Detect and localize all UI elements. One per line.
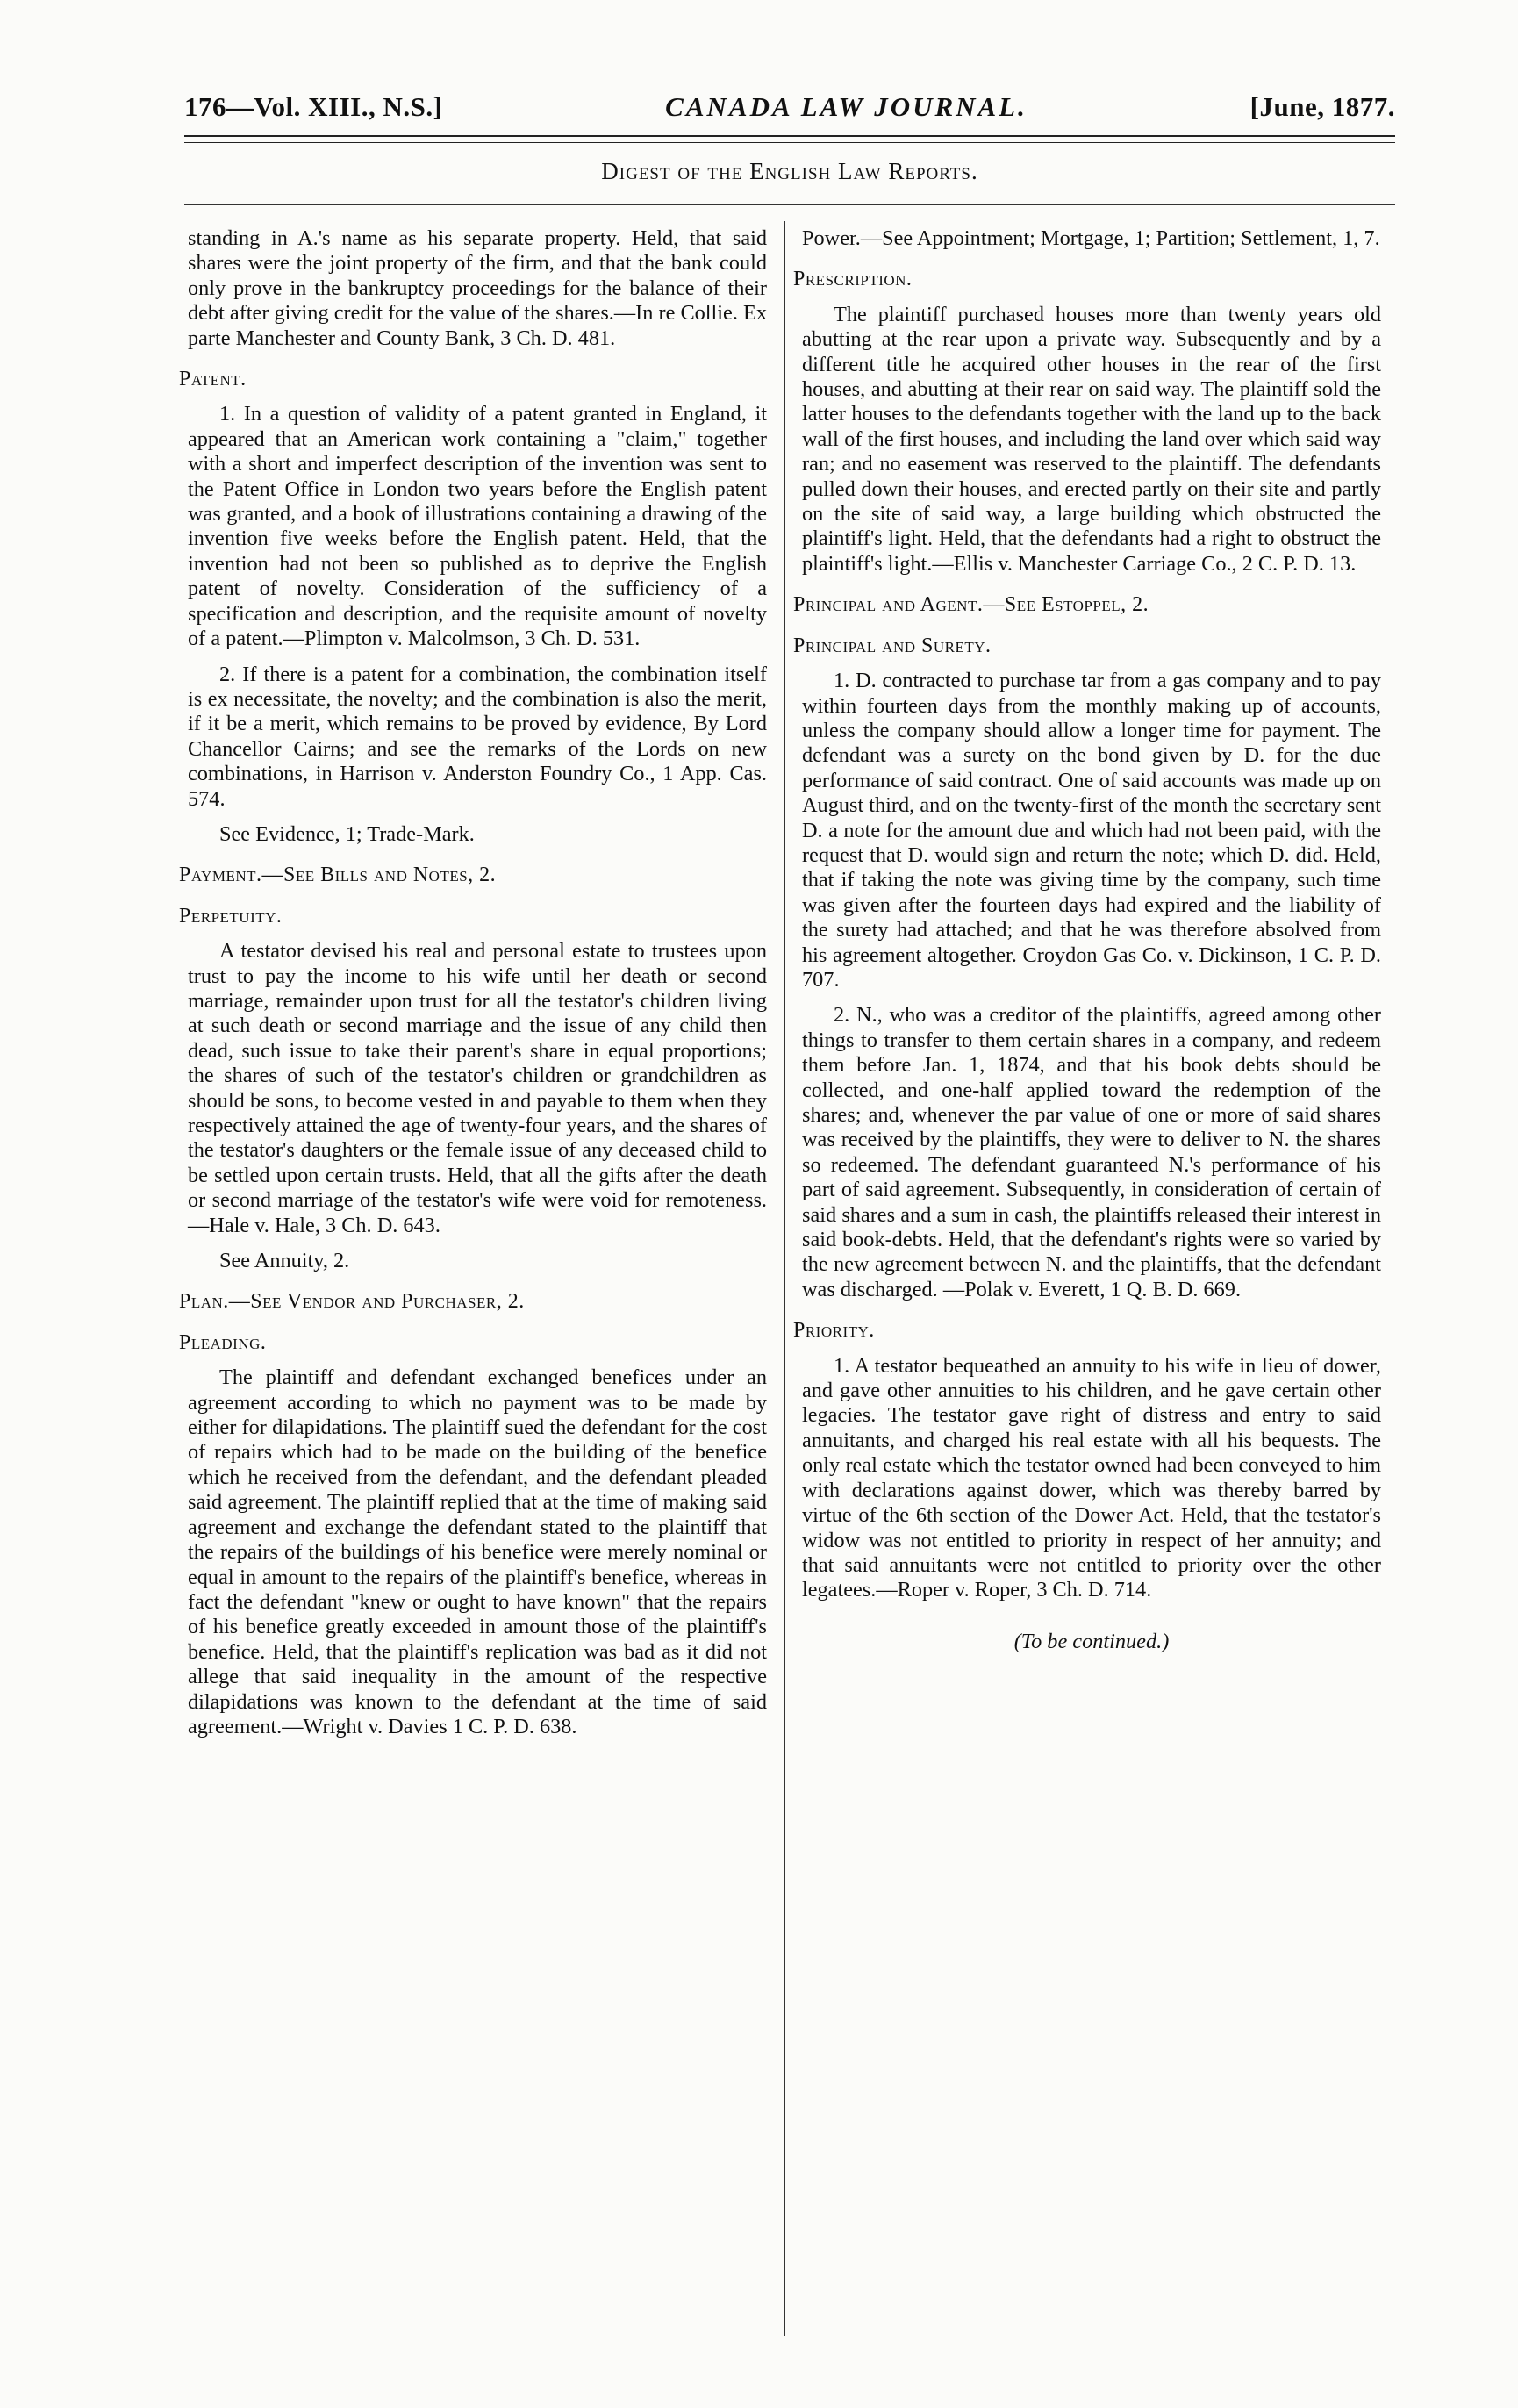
running-header xyxy=(184,91,1395,123)
digest-entry: See Annuity, 2. xyxy=(219,1249,350,1273)
digest-heading: Patent. xyxy=(179,368,247,391)
digest-heading: Plan.—See Vendor and Purchaser, 2. xyxy=(179,1290,525,1314)
digest-entry: The plaintiff and defendant exchanged benefices under an agreement according to which no payment was to be made by either for dilapidations. The plaintiff sued the defendant for the cost of repairs which had to be made on the building of the benefice which he received from the defendant, and the defendant pleaded said agreement. The plaintiff replied that at the time of making said agreement and exchange the defendant stated to the plaintiff that the repairs of the buildings of his benefice were merely nominal or equal in amount to the repairs of the plaintiff's benefice, whereas in fact the defendant "knew or ought to have known" that the repairs of his benefice greatly exceeded in amount those of the plaintiff's benefice. Held, that the plaintiff's replication was bad as it did not allege that said inequality in the amount of the respective dilapidations was known to the defendant at the time of said agreement.—Wright v. Davies 1 C. P. D. 638. xyxy=(188,1365,767,1738)
section-title: Digest of the English Law Reports. xyxy=(601,158,978,184)
digest-entry: 1. A testator bequeathed an annuity to his wife in lieu of dower, and gave other annuities to his children, and he gave certain other legacies. The testator gave right of distress and entry to said annuitants, and charged his real estate with all his bequests. The only real estate which the testator owned had been conveyed to him with declarations against dower, which was thereby barred by virtue of the 6th section of the Dower Act. Held, that the testator's widow was not entitled to priority in respect of her annuity; and that said annuitants were not entitled to priority over the other legatees.—Roper v. Roper, 3 Ch. D. 714. xyxy=(802,1353,1381,1602)
left-column xyxy=(179,226,767,1750)
header-volume: 176—Vol. XIII., N.S.] xyxy=(184,91,443,122)
digest-heading: Principal and Surety. xyxy=(793,634,992,657)
digest-heading: Perpetuity. xyxy=(179,904,283,928)
digest-entry: 1. In a question of validity of a patent granted in England, it appeared that an American work containing a "claim," together with a short and imperfect description of the invention was sent to the Patent Office in London two years before the English patent was granted, and a book of illustrations containing a drawing of the invention five weeks before the English patent. Held, that the invention had not been so published as to deprive the English patent of novelty. Consideration of the sufficiency of a specification and description, and the requisite amount of novelty of a patent.—Plimpton v. Malcolmson, 3 Ch. D. 531. xyxy=(188,402,767,651)
digest-entry: 1. D. contracted to purchase tar from a gas company and to pay within fourteen days from the monthly making up of accounts, unless the company should allow a longer time for payment. The defendant was a surety on the bond given by D. for the due performance of said contract. One of said accounts was made up on August third, and on the twenty-first of the month the secretary sent D. a note for the amount due and which had not been paid, with the request that D. would sign and return the note; which D. did. Held, that if taking the note was giving time by the company, such time was given after the fourteen days had expired and the liability of the surety had attached; and that he was therefore absolved from his agreement altogether. Croydon Gas Co. v. Dickinson, 1 C. P. D. 707. xyxy=(802,669,1381,992)
digest-entry: A testator devised his real and personal estate to trustees upon trust to pay the income to his wife until her death or second marriage, remainder upon trust for all the testator's children living at such death or second marriage and the issue of any child then dead, such issue to take their parent's share in equal proportions; the shares of such of the testator's children or grandchildren as should be sons, to become vested in and payable to them when they respectively attained the age of twenty-four years, and the shares of the testator's daughters or the female issue of any deceased child to be settled upon certain trusts. Held, that all the gifts after the death or second marriage of the testator's wife were void for remoteness.—Hale v. Hale, 3 Ch. D. 643. xyxy=(188,939,767,1237)
digest-heading: Priority. xyxy=(793,1319,875,1343)
digest-heading: Prescription. xyxy=(793,268,913,291)
digest-entry: standing in A.'s name as his separate property. Held, that said shares were the joint property of the firm, and that the bank could only prove in the bankruptcy proceedings for the balance of their debt after giving credit for the value of the shares.—In re Collie. Ex parte Manchester and County Bank, 3 Ch. D. 481. xyxy=(188,226,767,350)
digest-entry: See Evidence, 1; Trade-Mark. xyxy=(219,821,475,846)
header-date: [June, 1877. xyxy=(1249,91,1395,122)
digest-entry: 2. If there is a patent for a combination, the combination itself is ex necessitate, the novelty; and the combination is also the merit, if it be a merit, which remains to be proved by evidence, By Lord Chancellor Cairns; and see the remarks of the Lords on new combinations, in Harrison v. Anderston Foundry Co., 1 App. Cas. 574. xyxy=(188,662,767,811)
digest-entry: 2. N., who was a creditor of the plaintiffs, agreed among other things to transfer to them certain shares in a company, and redeem them before Jan. 1, 1874, and that his book debts should be collected, and one-half applied toward the redemption of the shares; and, whenever the par value of one or more of said shares was received by the plaintiffs, they were to deliver to N. the shares so redeemed. The defendant guaranteed N.'s performance of his part of said agreement. Subsequently, in consideration of certain of said shares and a sum in cash, the plaintiffs released their interest in said book-debts. Held, that the defendant's rights were so varied by the new agreement between N. and the plaintiffs, that the defendant was discharged. —Polak v. Everett, 1 Q. B. D. 669. xyxy=(802,1003,1381,1301)
digest-heading: Principal and Agent.—See Estoppel, 2. xyxy=(793,593,1149,617)
digest-entry: The plaintiff purchased houses more than twenty years old abutting at the rear upon a private way. Subsequently and by a different title he acquired other houses in the rear of the first houses, and abutting at their rear on said way. The plaintiff sold the latter houses to the defendants together with the land up to the back wall of the first houses, and including the land over which said way ran; and no easement was reserved to the plaintiff. The defendants pulled down their houses, and erected partly on their site and partly on the site of said way, a large building which obstructed the plaintiff's light. Held, that the defendants had a right to obstruct the plaintiff's light.—Ellis v. Manchester Carriage Co., 2 C. P. D. 13. xyxy=(802,302,1381,576)
right-column xyxy=(793,226,1381,1654)
digest-heading: Payment.—See Bills and Notes, 2. xyxy=(179,864,497,887)
section-rule xyxy=(184,204,1395,205)
digest-heading: Pleading. xyxy=(179,1330,267,1354)
continued-note: (To be continued.) xyxy=(1013,1629,1170,1653)
journal-title: CANADA LAW JOURNAL. xyxy=(665,91,1028,122)
column-divider xyxy=(784,221,785,2336)
digest-entry: Power.—See Appointment; Mortgage, 1; Partition; Settlement, 1, 7. xyxy=(802,226,1380,250)
header-rule xyxy=(184,135,1395,143)
